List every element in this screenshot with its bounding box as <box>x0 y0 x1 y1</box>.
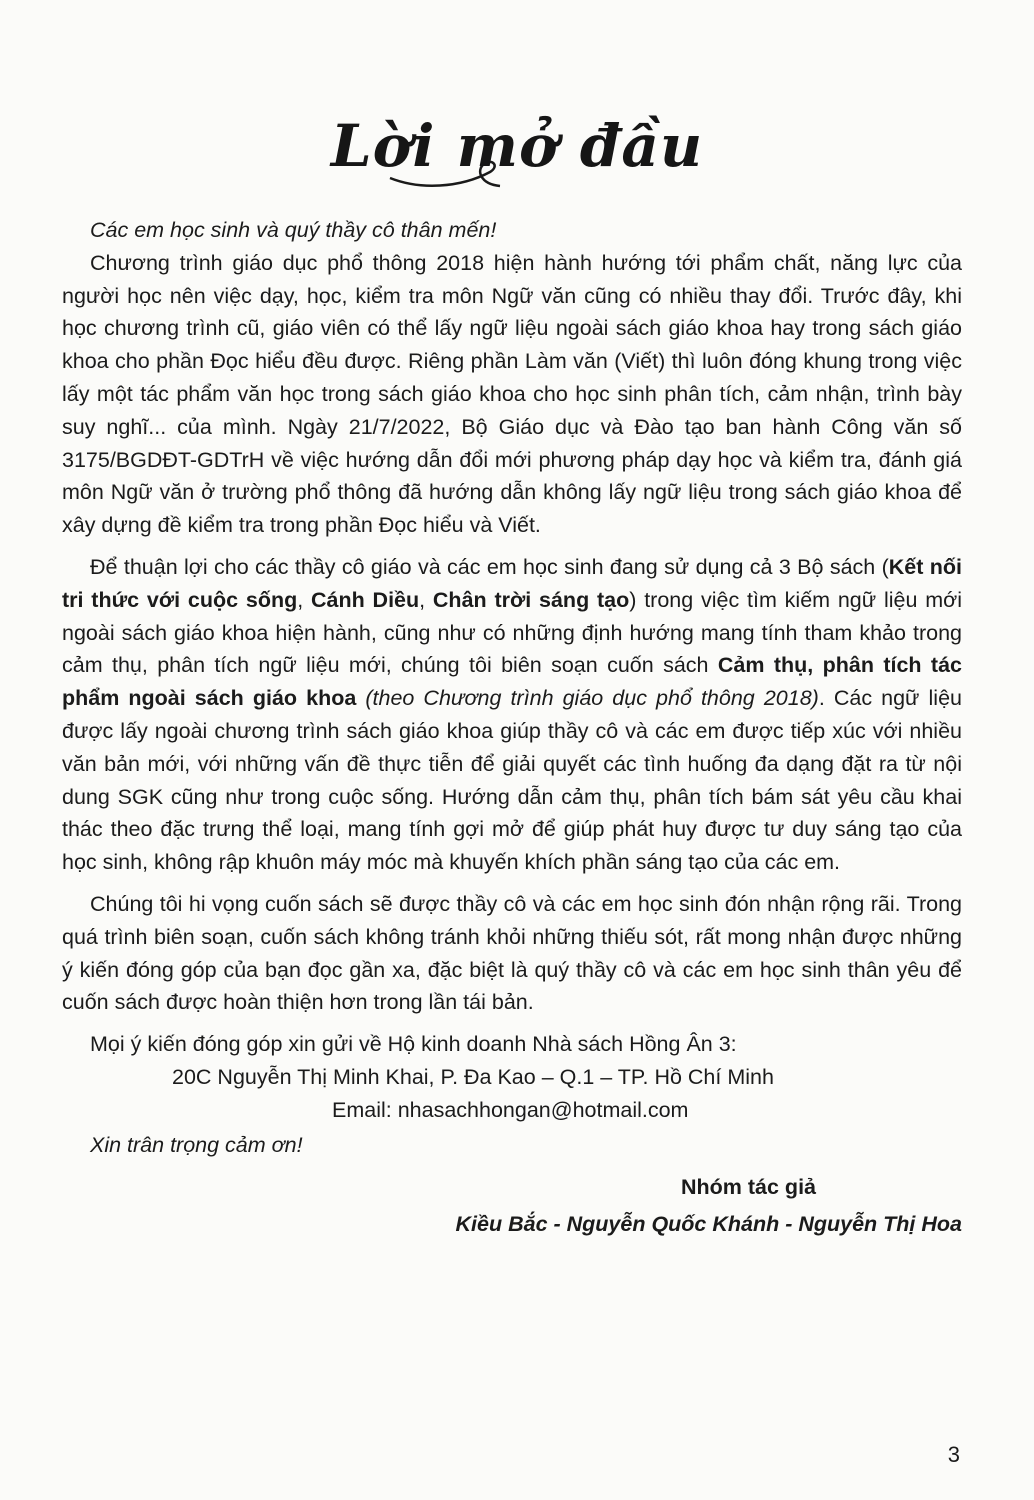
separator: , <box>419 587 433 612</box>
author-group-label: Nhóm tác giả <box>681 1175 816 1200</box>
preface-body <box>62 214 962 1241</box>
separator <box>356 686 365 710</box>
paragraph-2 <box>62 551 962 879</box>
paragraph-3: Chúng tôi hi vọng cuốn sách sẽ được thầy cô và các em học sinh đón nhận rộng rãi. Trong quá trình biên soạn, cuốn sách không tránh khỏi những thiếu sót, rất mong nhận được những ý kiến đóng góp của bạn đọc gần xa, đặc biệt là quý thầy cô và các em học sinh thân yêu để cuốn sách được hoàn thiện hơn trong lần tái bản. <box>62 891 962 1015</box>
author-names: Kiều Bắc - Nguyễn Quốc Khánh - Nguyễn Thị Hoa <box>455 1212 962 1237</box>
paragraph-2-end: . Các ngữ liệu được lấy ngoài chương trình sách giáo khoa giúp thầy cô và các em được tiếp xúc với nhiều văn bản mới, với những vấn đề thực tiễn để giải quyết các tình huống đa dạng đặt ra từ nội dung SGK cũng như trong cuộc sống. Hướng dẫn cảm thụ, phân tích bám sát yêu cầu khai thác theo đặc trưng thể loại, mang tính gợi mở để giúp phát huy được tư duy sáng tạo của học sinh, không rập khuôn máy móc mà khuyến khích phần sáng tạo của các em. <box>62 686 962 875</box>
paragraph-2-intro: Để thuận lợi cho các thầy cô giáo và các em học sinh đang sử dụng cả 3 Bộ sách ( <box>90 554 889 579</box>
book-subtitle: (theo Chương trình giáo dục phổ thông 2018) <box>365 686 819 711</box>
separator: , <box>297 587 311 612</box>
paragraph-2-middle: ) trong việc tìm kiếm ngữ liệu mới ngoài sách giáo khoa hiện hành, cũng như có những định hướng mang tính tham khảo trong cảm thụ, phân tích ngữ liệu mới, chúng tôi biên soạn cuốn sách <box>62 587 962 678</box>
contact-address: 20C Nguyễn Thị Minh Khai, P. Đa Kao – Q.1 – TP. Hồ Chí Minh <box>172 1064 774 1089</box>
book-series-2: Cánh Diều <box>311 587 420 612</box>
page-number: 3 <box>947 1442 960 1467</box>
book-series-1: Kết nối tri thức với cuộc sống <box>62 554 962 612</box>
paragraph-1: Chương trình giáo dục phổ thông 2018 hiện hành hướng tới phẩm chất, năng lực của người học nên việc dạy, học, kiểm tra môn Ngữ văn cũng có nhiều thay đổi. Trước đây, khi học chương trình cũ, giáo viên có thể lấy ngữ liệu ngoài sách giáo khoa hay trong sách giáo khoa cho phần Đọc hiểu đều được. Riêng phần Làm văn (Viết) thì luôn đóng khung trong việc lấy một tác phẩm văn học trong sách giáo khoa cho học sinh phân tích, cảm nhận, trình bày suy nghĩ... của mình. Ngày 21/7/2022, Bộ Giáo dục và Đào tạo ban hành Công văn số 3175/BGDĐT-GDTrH về việc hướng dẫn đổi mới phương pháp dạy học và kiểm tra, đánh giá môn Ngữ văn ở trường phổ thông đã hướng dẫn không lấy ngữ liệu trong sách giáo khoa để xây dựng đề kiểm tra trong phần Đọc hiểu và Viết. <box>62 250 962 538</box>
thanks-line: Xin trân trọng cảm ơn! <box>90 1132 303 1157</box>
page-title: Lời mở đầu <box>330 112 704 180</box>
contact-email: Email: nhasachhongan@hotmail.com <box>332 1097 689 1122</box>
greeting-line: Các em học sinh và quý thầy cô thân mến! <box>90 218 497 242</box>
book-series-3: Chân trời sáng tạo <box>432 587 630 612</box>
book-title: Cảm thụ, phân tích tác phẩm ngoài sách giáo khoa <box>62 653 962 711</box>
contact-intro: Mọi ý kiến đóng góp xin gửi về Hộ kinh doanh Nhà sách Hồng Ân 3: <box>90 1032 737 1057</box>
